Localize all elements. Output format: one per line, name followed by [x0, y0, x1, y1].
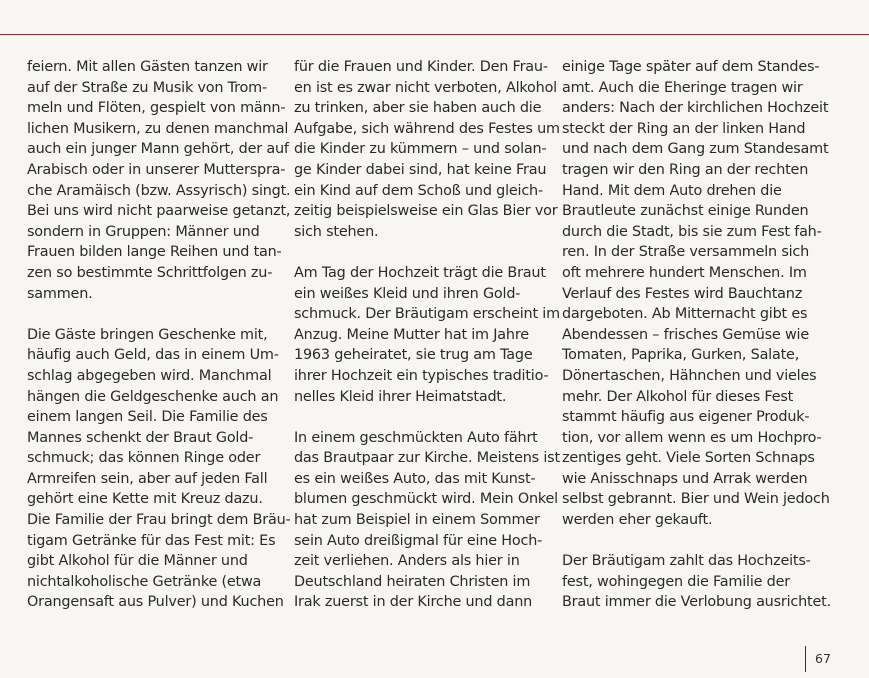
text-line: zeit verliehen. Anders als hier in — [294, 553, 520, 570]
text-line: che Aramäisch (bzw. Assyrisch) singt. — [27, 182, 291, 199]
text-line: für die Frauen und Kinder. Den Frau- — [294, 59, 548, 75]
text-line: zeitig beispielsweise ein Glas Bier vor — [294, 203, 558, 220]
text-line: zen so bestimmte Schrittfolgen zu- — [27, 264, 273, 281]
text-line: feiern. Mit allen Gästen tanzen wir — [27, 59, 268, 75]
text-line: Arabisch oder in unserer Mutterspra- — [27, 161, 286, 178]
text-line: Dönertaschen, Hähnchen und vieles — [562, 367, 817, 384]
text-line: ren. In der Straße versammeln sich — [562, 244, 810, 261]
text-line: gehört eine Kette mit Kreuz dazu. — [27, 491, 263, 508]
text-line: dargeboten. Ab Mitternacht gibt es — [562, 306, 808, 323]
text-line: sich stehen. — [294, 223, 379, 240]
text-line: tion, vor allem wenn es um Hochpro- — [562, 429, 822, 446]
text-line: Orangensaft aus Pulver) und Kuchen — [27, 594, 284, 611]
text-line: Irak zuerst in der Kirche und dann — [294, 594, 533, 611]
text-line: sein Auto dreißigmal für eine Hoch- — [294, 532, 543, 549]
page-number-marker — [805, 646, 831, 672]
text-line: gibt Alkohol für die Männer und — [27, 553, 248, 570]
text-line: nichtalkoholische Getränke (etwa — [27, 573, 262, 590]
text-line: ein weißes Kleid und ihren Gold- — [294, 285, 521, 302]
paragraph-gap — [294, 242, 546, 263]
paragraph-gap — [562, 531, 814, 552]
text-line: häufig auch Geld, das in einem Um- — [27, 347, 279, 364]
text-line: werden eher gekauft. — [562, 512, 713, 529]
text-line: einige Tage später auf dem Standes- — [562, 59, 820, 75]
text-line: einem langen Seil. Die Familie des — [27, 409, 268, 426]
text-column-1 — [27, 57, 291, 613]
text-line: Abendessen – frisches Gemüse wie — [562, 326, 809, 343]
text-line: Anzug. Meine Mutter hat im Jahre — [294, 326, 529, 343]
text-line: ge Kinder dabei sind, hat keine Frau — [294, 161, 547, 178]
text-line: das Brautpaar zur Kirche. Meistens ist — [294, 450, 560, 467]
text-line: ein Kind auf dem Schoß und gleich- — [294, 182, 543, 199]
text-line: Hand. Mit dem Auto drehen die — [562, 182, 782, 199]
text-line: en ist es zwar nicht verboten, Alkohol — [294, 79, 557, 96]
text-line: Mannes schenkt der Braut Gold- — [27, 429, 254, 446]
text-line: Frauen bilden lange Reihen und tan- — [27, 244, 282, 261]
text-line: ihrer Hochzeit ein typisches traditio- — [294, 367, 549, 384]
text-line: lichen Musikern, zu denen manchmal — [27, 120, 289, 137]
text-line: hängen die Geldgeschenke auch an — [27, 388, 279, 405]
text-line: stammt häufig aus eigener Produk- — [562, 409, 810, 426]
text-line: durch die Stadt, bis sie zum Fest fah- — [562, 223, 822, 240]
text-line: fest, wohingegen die Familie der — [562, 573, 790, 590]
text-line: meln und Flöten, gespielt von männ- — [27, 100, 286, 117]
text-line: zentiges geht. Viele Sorten Schnaps — [562, 450, 815, 467]
text-line: auf der Straße zu Musik von Trom- — [27, 79, 267, 96]
text-line: Armreifen sein, aber auf jeden Fall — [27, 470, 268, 487]
text-line: anders: Nach der kirchlichen Hochzeit — [562, 100, 829, 117]
header-rule — [0, 34, 869, 35]
text-line: zu trinken, aber sie haben auch die — [294, 100, 542, 117]
text-line: sammen. — [27, 285, 93, 302]
text-line: sondern in Gruppen: Männer und — [27, 223, 260, 240]
page-number: 67 — [815, 651, 831, 666]
paragraph-gap — [27, 304, 275, 325]
text-column-3 — [562, 57, 831, 613]
text-line: schmuck. Der Bräutigam erscheint im — [294, 306, 560, 323]
text-column-2 — [294, 57, 560, 613]
text-line: und nach dem Gang zum Standesamt — [562, 141, 829, 158]
text-line: Bei uns wird nicht paarweise getanzt, — [27, 203, 291, 220]
text-line: oft mehrere hundert Menschen. Im — [562, 264, 807, 281]
text-line: blumen geschmückt wird. Mein Onkel — [294, 491, 558, 508]
text-line: mehr. Der Alkohol für dieses Fest — [562, 388, 794, 405]
text-line: Die Familie der Frau bringt dem Bräu- — [27, 512, 291, 529]
text-line: Verlauf des Festes wird Bauchtanz — [562, 285, 803, 302]
text-line: Braut immer die Verlobung ausrichtet. — [562, 594, 831, 611]
text-line: steckt der Ring an der linken Hand — [562, 120, 806, 137]
text-line: Tomaten, Paprika, Gurken, Salate, — [562, 347, 800, 364]
text-line: tigam Getränke für das Fest mit: Es — [27, 532, 276, 549]
text-line: tragen wir den Ring an der rechten — [562, 161, 809, 178]
text-line: auch ein junger Mann gehört, der auf — [27, 141, 289, 158]
paragraph-gap — [294, 407, 546, 428]
text-line: schmuck; das können Ringe oder — [27, 450, 261, 467]
text-line: es ein weißes Auto, das mit Kunst- — [294, 470, 536, 487]
text-line: 1963 geheiratet, sie trug am Tage — [294, 347, 533, 364]
text-line: nelles Kleid ihrer Heimatstadt. — [294, 388, 507, 405]
text-line: schlag abgegeben wird. Manchmal — [27, 367, 272, 384]
text-line: Brautleute zunächst einige Runden — [562, 203, 809, 220]
text-line: die Kinder zu kümmern – und solan- — [294, 141, 547, 158]
text-line: Deutschland heiraten Christen im — [294, 573, 531, 590]
text-line: Der Bräutigam zahlt das Hochzeits- — [562, 553, 811, 570]
text-line: hat zum Beispiel in einem Sommer — [294, 512, 540, 529]
text-line: selbst gebrannt. Bier und Wein jedoch — [562, 491, 830, 508]
text-line: In einem geschmückten Auto fährt — [294, 429, 538, 446]
text-line: Die Gäste bringen Geschenke mit, — [27, 326, 268, 343]
text-line: wie Anisschnaps und Arrak werden — [562, 470, 808, 487]
text-line: amt. Auch die Eheringe tragen wir — [562, 79, 803, 96]
text-line: Am Tag der Hochzeit trägt die Braut — [294, 264, 546, 281]
text-line: Aufgabe, sich während des Festes um — [294, 120, 560, 137]
